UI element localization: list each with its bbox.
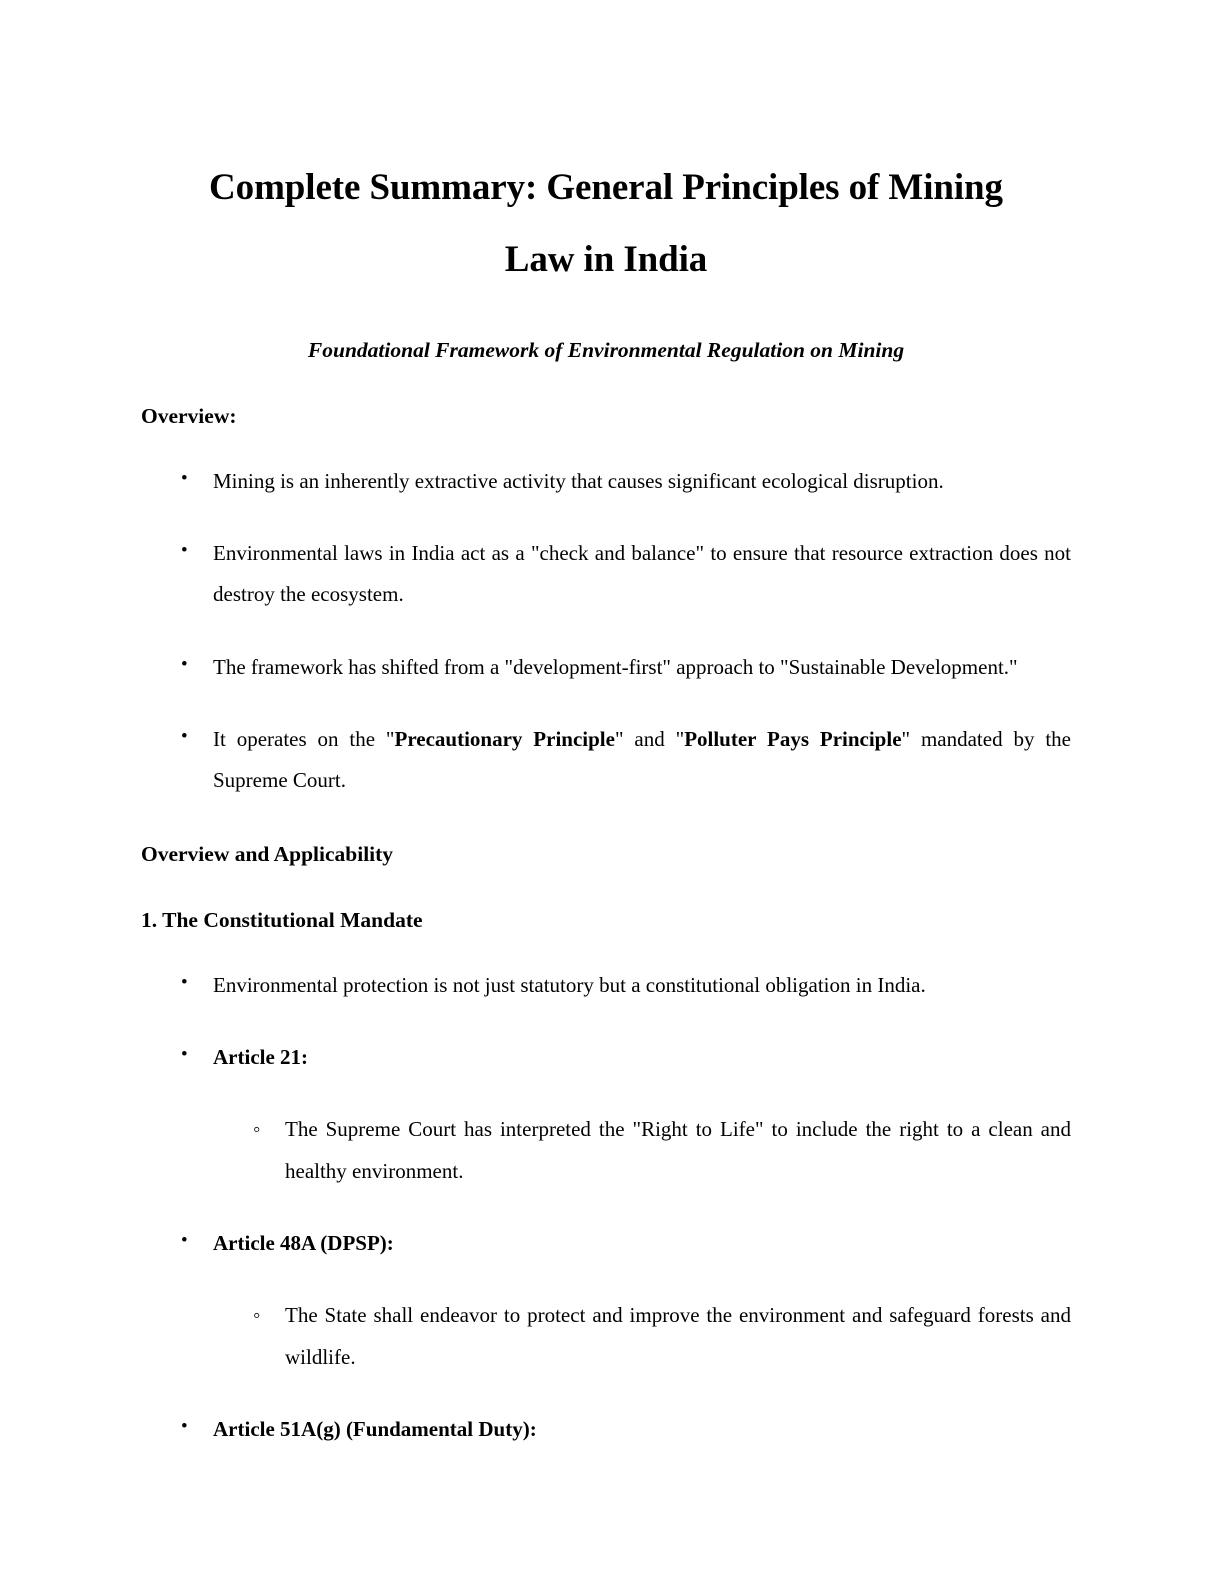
page-title-line-2: Law in India — [504, 239, 708, 280]
page-subtitle: Foundational Framework of Environmental Regulation on Mining — [307, 338, 905, 362]
section-heading-overview-applicability: Overview and Applicability — [141, 841, 394, 866]
list-item: ◦ The Supreme Court has interpreted the "Right to Life" to include the right to a clean and healthy environment. — [213, 1109, 1071, 1192]
article-48a-label: Article 48A (DPSP): — [213, 1231, 394, 1256]
list-item-article-51ag — [141, 1409, 1071, 1450]
principles-part-2: " and " — [614, 727, 685, 752]
principles-part-3: Polluter Pays Principle — [684, 727, 902, 752]
constitutional-mandate-bullet-list — [141, 965, 1071, 1451]
principles-part-0: It operates on the " — [213, 727, 395, 752]
list-item: • The framework has shifted from a "development-first" approach to "Sustainable Development." — [141, 647, 1071, 688]
list-item: • Environmental laws in India act as a "check and balance" to ensure that resource extraction does not destroy the ecosystem. — [141, 533, 1071, 616]
list-item: • Mining is an inherently extractive activity that causes significant ecological disruption. — [141, 461, 1071, 502]
article-21-label: Article 21: — [213, 1044, 309, 1069]
list-item-principles — [141, 719, 1071, 802]
article-51ag-label: Article 51A(g) (Fundamental Duty): — [213, 1417, 537, 1442]
principles-part-4: " mandated by the Supreme Court. — [213, 727, 1071, 793]
section-heading-constitutional-mandate: 1. The Constitutional Mandate — [141, 907, 423, 932]
document-body — [141, 152, 1071, 1450]
principles-part-1: Precautionary Principle — [394, 727, 615, 752]
list-item-article-21 — [141, 1037, 1071, 1192]
article-21-sub-list — [213, 1109, 1071, 1192]
list-item-article-48a — [141, 1223, 1071, 1378]
list-item: • Environmental protection is not just statutory but a constitutional obligation in India. — [141, 965, 1071, 1006]
page-title-line-1: Complete Summary: General Principles of Mining — [209, 167, 1003, 208]
article-48a-sub-list — [213, 1295, 1071, 1378]
section-heading-overview: Overview: — [141, 403, 237, 428]
overview-bullet-list — [141, 461, 1071, 802]
list-item: ◦ The State shall endeavor to protect and improve the environment and safeguard forests and wildlife. — [213, 1295, 1071, 1378]
page-title — [141, 152, 1071, 296]
